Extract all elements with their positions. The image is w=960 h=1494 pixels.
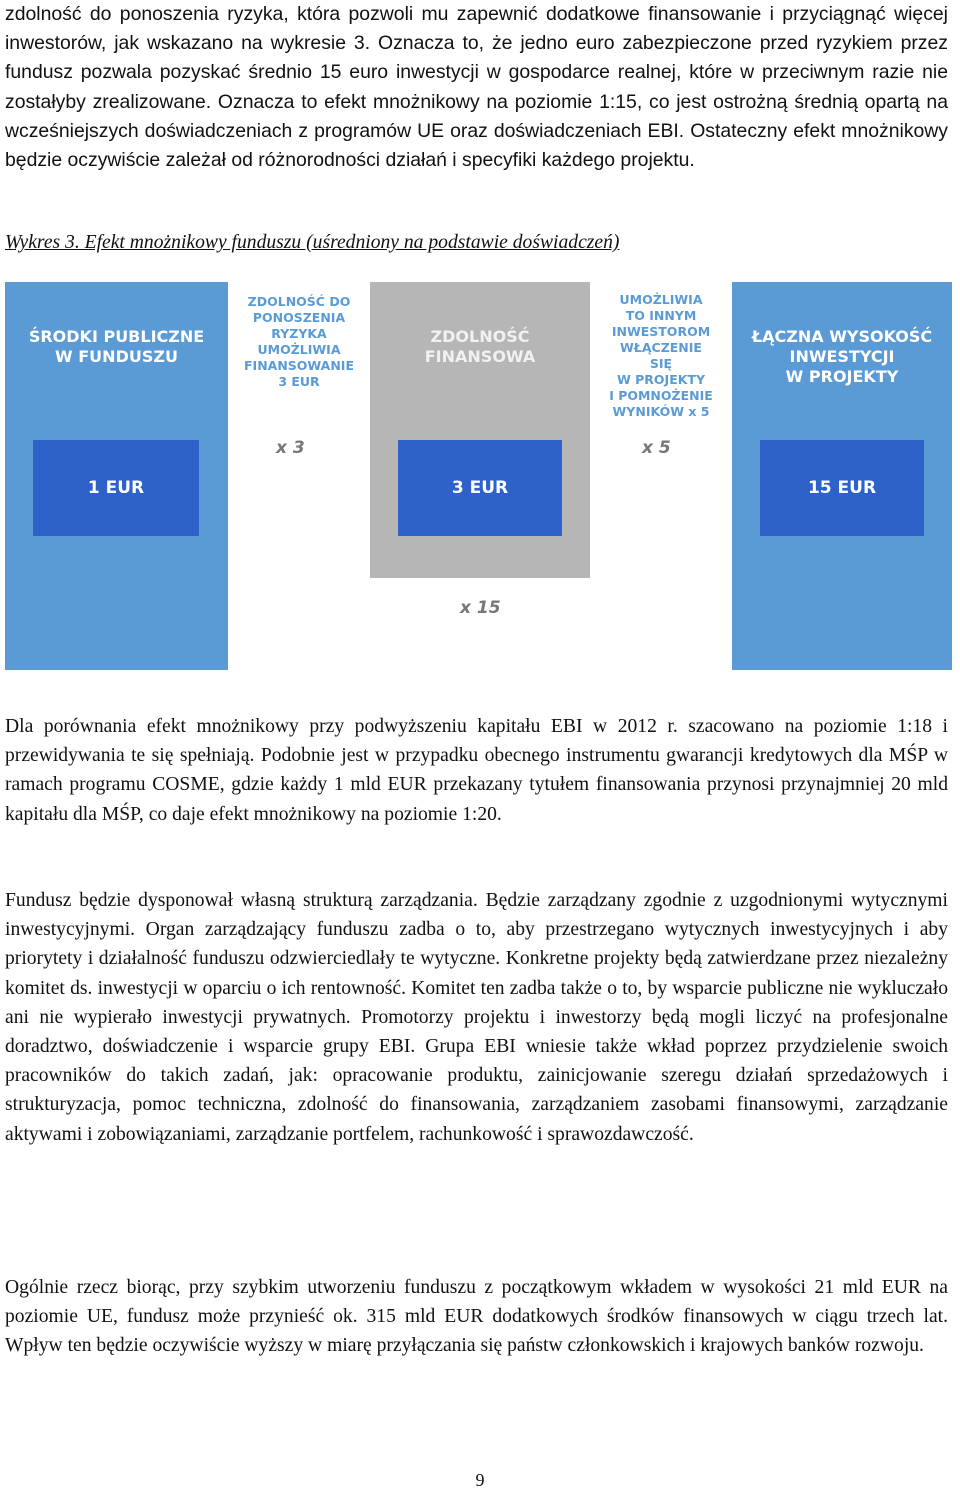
financial-capacity-value: 3 EUR (451, 478, 509, 498)
total-investment-value: 15 EUR (807, 478, 877, 498)
overall-multiplier-band (228, 578, 732, 670)
multiplier-x5: x 5 (642, 438, 671, 458)
page-number: 9 (475, 1470, 485, 1490)
financial-capacity-label: ZDOLNOŚĆ FINANSOWA (424, 327, 536, 366)
total-investment-value-box (760, 440, 924, 536)
public-funds-value: 1 EUR (87, 478, 145, 498)
total-investment-label: ŁĄCZNA WYSOKOŚĆ INWESTYCJI W PROJEKTY (751, 327, 933, 386)
total-investment-column (732, 282, 952, 670)
multiplier-x3: x 3 (276, 438, 305, 458)
public-funds-value-box (33, 440, 199, 536)
public-funds-label: ŚRODKI PUBLICZNE W FUNDUSZU (28, 327, 205, 366)
figure-caption: Wykres 3. Efekt mnożnikowy funduszu (uśredniony na podstawie doświadczeń) (5, 232, 620, 253)
paragraph-governance: Fundusz będzie dysponował własną strukturą zarządzania. Będzie zarządzany zgodnie z uzgodnionymi wytycznymi inwestycyjnymi. Organ zarządzający funduszu zadba o to, aby przestrzegano wytycznych inwestycyjnych i aby priorytety i działalność funduszu odzwierciedlały te wytyczne. Konkretne projekty będą zatwierdzane przez niezależny komitet ds. inwestycji w oparciu o ich rentowność. Komitet ten zadba także o to, by wsparcie publiczne nie wykluczało ani nie wypierało inwestycji prywatnych. Promotorzy projektu i inwestorzy będą mogli liczyć na profesjonalne doradztwo, doświadczenie i wsparcie grupy EBI. Grupa EBI wniesie także wkład poprzez przydzielenie swoich pracowników do takich zadań, jak: opracowanie produktu, zainicjowanie szeregu działań sprzedażowych i strukturyzacja, pomoc techniczna, zdolność do finansowania, zarządzaniem zasobami finansowymi, zarządzanie aktywami i zobowiązaniami, zarządzanie portfelem, rachunkowość i sprawozdawczość. (5, 890, 948, 1145)
risk-capacity-label: ZDOLNOŚĆ DO PONOSZENIA RYZYKA UMOŻLIWIA FINANSOWANIE 3 EUR (244, 294, 354, 389)
paragraph-comparison: Dla porównania efekt mnożnikowy przy podwyższeniu kapitału EBI w 2012 r. szacowano na poziomie 1:18 i przewidywania te się spełniają. Podobnie jest w przypadku obecnego instrumentu gwarancji kredytowych dla MŚP w ramach programu COSME, gdzie każdy 1 mld EUR przekazany tytułem finansowania przynosi przynajmniej 20 mld kapitału dla MŚP, co daje efekt mnożnikowy na poziomie 1:20. (5, 716, 948, 825)
paragraph-summary: Ogólnie rzecz biorąc, przy szybkim utworzeniu funduszu z początkowym wkładem w wysokości 21 mld EUR na poziomie UE, fundusz może przynieść ok. 315 mld EUR dodatkowych środków finansowych w ciągu trzech lat. Wpływ ten będzie oczywiście wyższy w miarę przyłączania się państw członkowskich i krajowych banków rozwoju. (5, 1277, 948, 1357)
paragraph-intro: zdolność do ponoszenia ryzyka, która pozwoli mu zapewnić dodatkowe finansowanie i przyciągnąć więcej inwestorów, jak wskazano na wykresie 3. Oznacza to, że jedno euro zabezpieczone przed ryzykiem przez fundusz pozwala pozyskać średnio 15 euro inwestycji w gospodarce realnej, które w przeciwnym razie nie zostałyby zrealizowane. Oznacza to efekt mnożnikowy na poziomie 1:15, co jest ostrożną średnią opartą na wcześniejszych doświadczeniach z programów UE oraz doświadczeniach EBI. Ostateczny efekt mnożnikowy będzie oczywiście zależał od różnorodności działań i specyfiki każdego projektu. (5, 3, 948, 172)
financial-capacity-value-box (398, 440, 562, 536)
public-funds-column (5, 282, 228, 670)
investor-enable-label: UMOŻLIWIA TO INNYM INWESTOROM WŁĄCZENIE SIĘ W PROJEKTY I POMNOŻENIE WYNIKÓW x 5 (609, 292, 713, 419)
multiplier-diagram (5, 282, 952, 670)
multiplier-x15: x 15 (460, 598, 501, 618)
